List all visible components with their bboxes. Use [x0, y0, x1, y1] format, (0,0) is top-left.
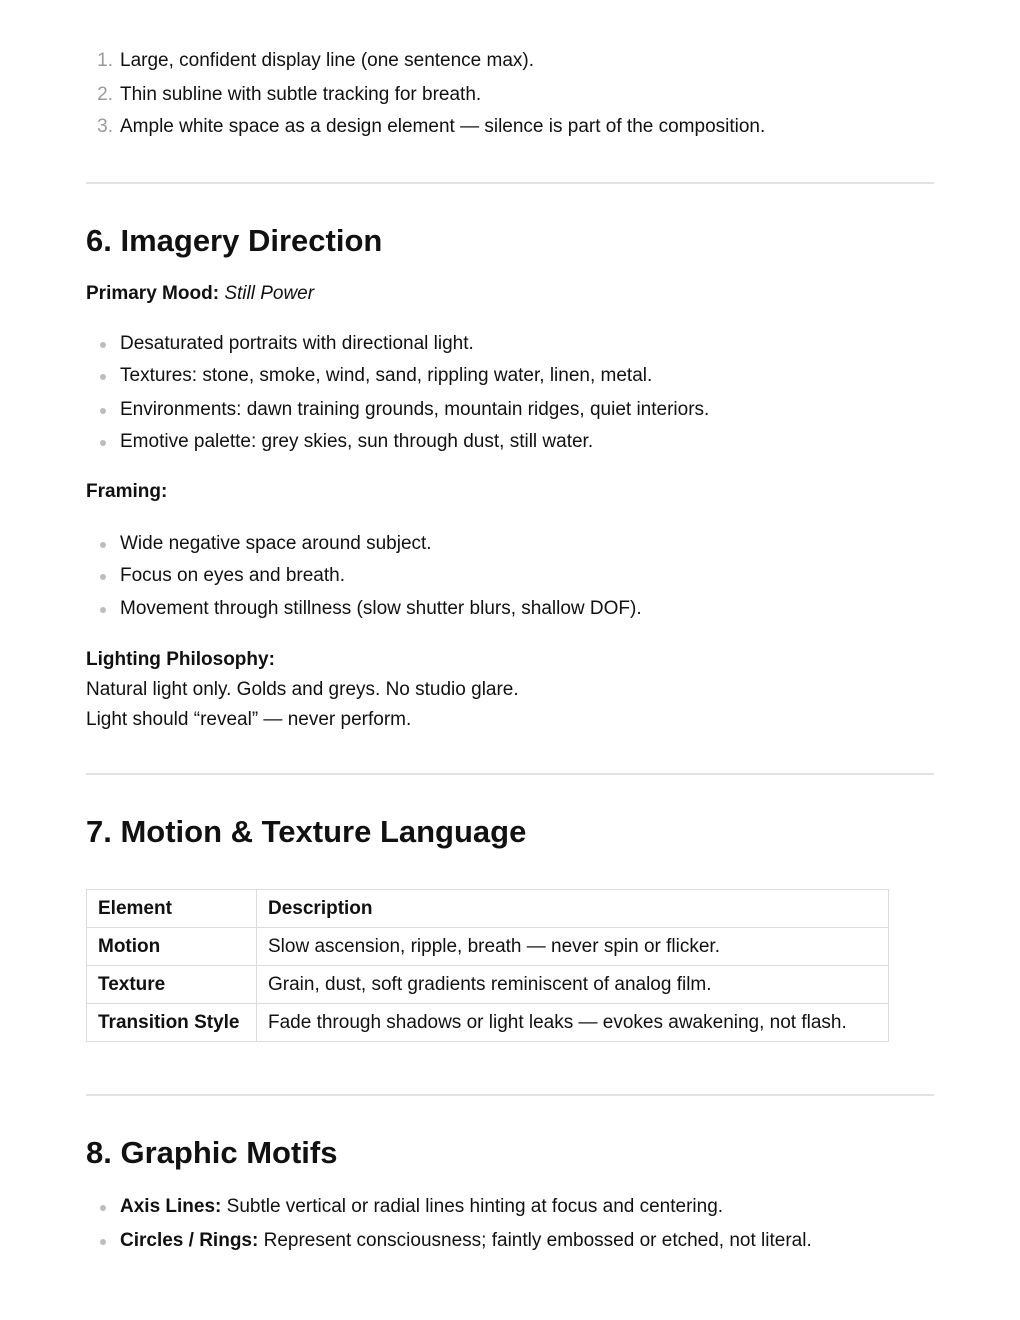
- lighting-label: [86, 648, 275, 672]
- list-text: [120, 1229, 812, 1253]
- table-header-row: [87, 890, 889, 928]
- section-divider: [86, 1094, 934, 1096]
- list-text: Textures: stone, smoke, wind, sand, rippling water, linen, metal.: [120, 365, 653, 386]
- section-divider: [86, 773, 934, 775]
- table-cell: Fade through shadows or light leaks — evokes awakening, not flash.: [257, 1004, 889, 1042]
- bullet-icon: [100, 542, 106, 548]
- list-text: Thin subline with subtle tracking for breath.: [120, 84, 482, 105]
- bullet-icon: [100, 440, 106, 446]
- table-cell: Slow ascension, ripple, breath — never spin or flicker.: [257, 928, 889, 966]
- section-heading: 6. Imagery Direction: [86, 223, 383, 258]
- motif-label: Circles / Rings:: [120, 1230, 259, 1251]
- motif-text: Represent consciousness; faintly embossed or etched, not literal.: [258, 1230, 812, 1251]
- list-text: Movement through stillness (slow shutter blurs, shallow DOF).: [120, 598, 642, 619]
- list-text: Large, confident display line (one sentence max).: [120, 50, 535, 71]
- primary-mood-label: Primary Mood:: [86, 283, 220, 304]
- section-heading: 8. Graphic Motifs: [86, 1135, 338, 1170]
- primary-mood-line: [86, 282, 314, 306]
- framing-label-text: Framing:: [86, 481, 168, 502]
- bullet-icon: [100, 342, 106, 348]
- list-text: Environments: dawn training grounds, mountain ridges, quiet interiors.: [120, 399, 710, 420]
- list-text: Ample white space as a design element — silence is part of the composition.: [120, 116, 766, 137]
- motif-label: Axis Lines:: [120, 1196, 222, 1217]
- list-text: Desaturated portraits with directional light.: [120, 333, 474, 354]
- table-row: [87, 966, 889, 1004]
- table-row: [87, 1004, 889, 1042]
- table-cell: Grain, dust, soft gradients reminiscent of analog film.: [257, 966, 889, 1004]
- section-divider: [86, 182, 934, 184]
- list-number: 1.: [97, 50, 113, 71]
- list-text: Focus on eyes and breath.: [120, 565, 345, 586]
- motif-text: Subtle vertical or radial lines hinting at focus and centering.: [221, 1196, 724, 1217]
- bullet-icon: [100, 374, 106, 380]
- section-heading: 7. Motion & Texture Language: [86, 814, 527, 849]
- bullet-icon: [100, 408, 106, 414]
- motion-texture-table: [86, 889, 889, 1042]
- table-cell: Texture: [87, 966, 257, 1004]
- table-header-cell: Description: [257, 890, 889, 928]
- table-cell: Transition Style: [87, 1004, 257, 1042]
- lighting-text: Natural light only. Golds and greys. No studio glare.: [86, 679, 519, 700]
- list-number: 2.: [97, 84, 113, 105]
- primary-mood-value: Still Power: [224, 283, 315, 304]
- list-text: Wide negative space around subject.: [120, 533, 432, 554]
- list-number: 3.: [97, 116, 113, 137]
- table-cell: Motion: [87, 928, 257, 966]
- list-text: Emotive palette: grey skies, sun through dust, still water.: [120, 431, 594, 452]
- list-text: [120, 1195, 723, 1219]
- table-header-cell: Element: [87, 890, 257, 928]
- bullet-icon: [100, 1239, 106, 1245]
- bullet-icon: [100, 1205, 106, 1211]
- table-row: [87, 928, 889, 966]
- bullet-icon: [100, 607, 106, 613]
- lighting-label-text: Lighting Philosophy:: [86, 649, 275, 670]
- bullet-icon: [100, 574, 106, 580]
- lighting-text: Light should “reveal” — never perform.: [86, 709, 412, 730]
- framing-label: [86, 480, 167, 504]
